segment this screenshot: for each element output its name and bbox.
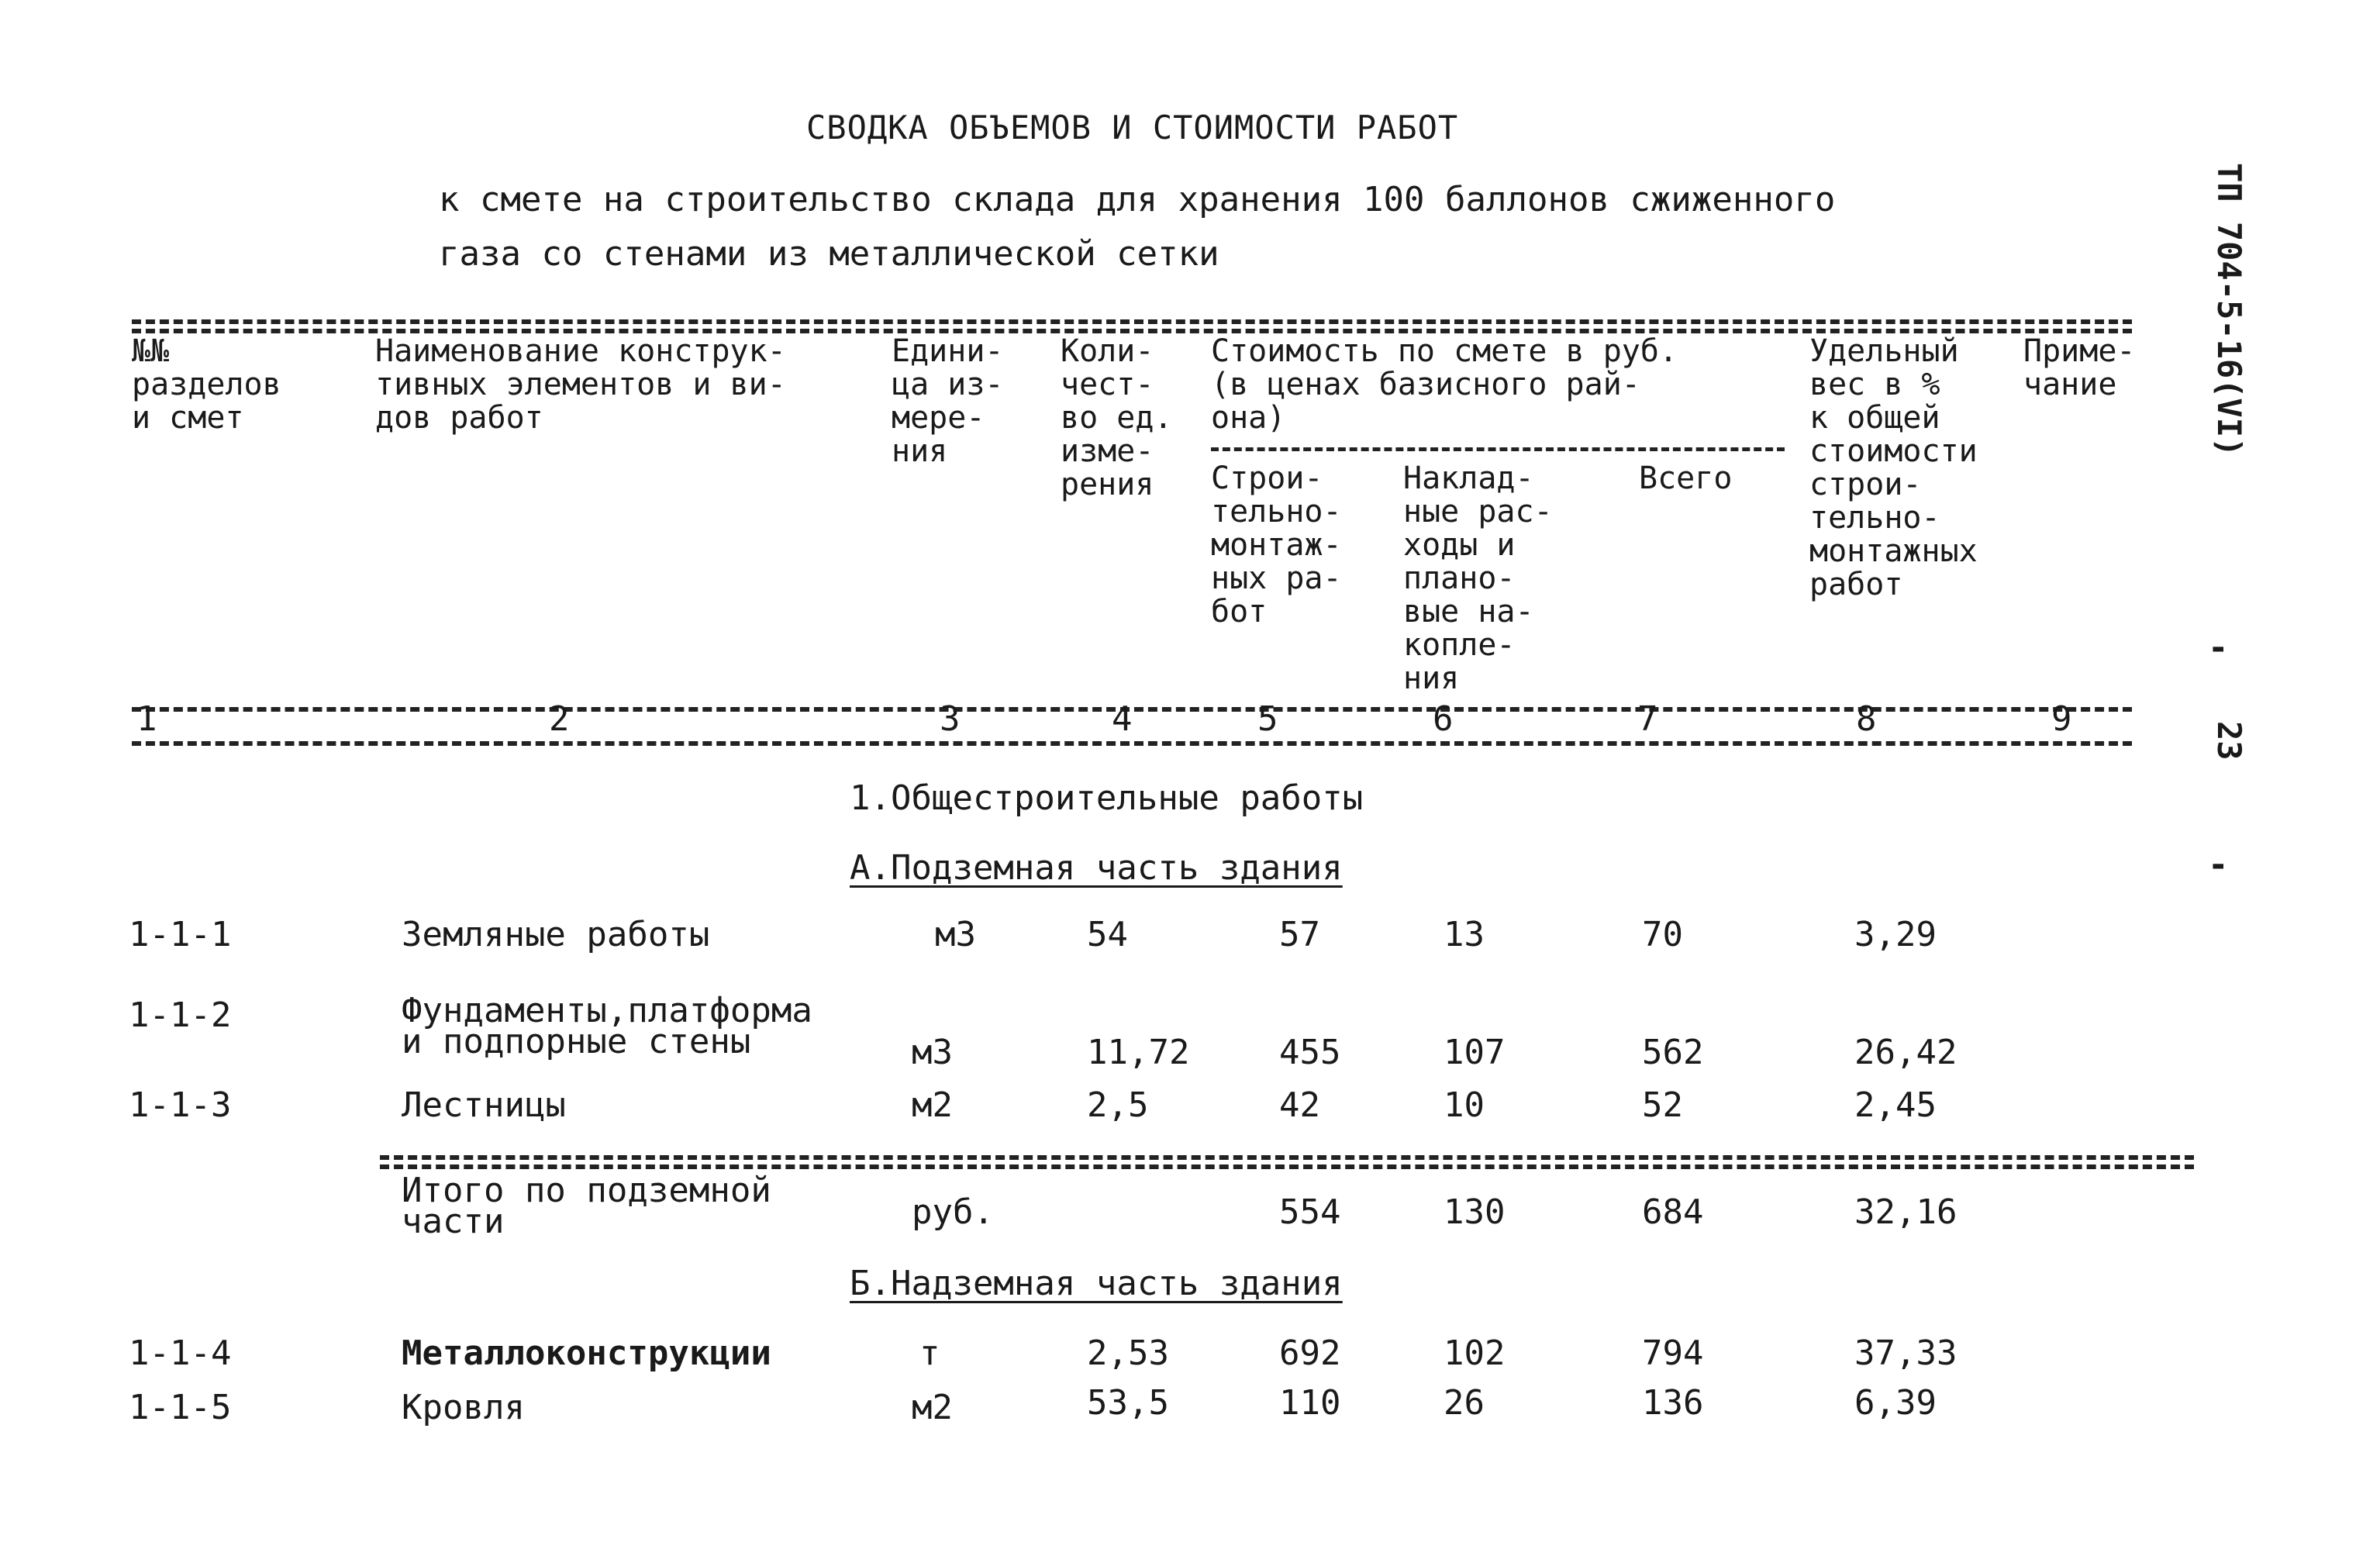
- header-rule-top: [132, 319, 2132, 324]
- side-document-code: ТП 704-5-16(VI): [2210, 163, 2248, 457]
- page-number: 23: [2210, 721, 2248, 761]
- row-total: 70: [1642, 915, 1683, 954]
- row-code: 1-1-2: [129, 995, 232, 1035]
- row-total: 794: [1642, 1333, 1704, 1373]
- row-unit: м3: [912, 1033, 953, 1072]
- row-construction-cost: 692: [1279, 1333, 1341, 1373]
- row-name: Металлоконструкции: [402, 1333, 771, 1373]
- row-code: 1-1-4: [129, 1333, 232, 1373]
- row-share: 37,33: [1854, 1333, 1957, 1373]
- header-share: Удельный вес в % к общей стоимости строи- тельно- монтажных работ: [1809, 333, 1978, 602]
- document-subtitle-line2: газа со стенами из металлической сетки: [439, 234, 1219, 274]
- row-unit: м3: [935, 915, 976, 954]
- subtotal-unit: руб.: [912, 1192, 994, 1232]
- header-element-name: Наименование конструк- тивных элементов и ви- дов работ: [375, 333, 786, 436]
- row-total: 136: [1642, 1383, 1704, 1423]
- row-code: 1-1-3: [129, 1085, 232, 1125]
- column-number: 5: [1257, 699, 1278, 739]
- column-number: 1: [136, 699, 157, 739]
- column-number: 4: [1112, 699, 1133, 739]
- row-total: 52: [1642, 1085, 1683, 1125]
- subsection-a-title: А.Подземная часть здания: [850, 848, 1343, 888]
- row-construction-cost: 455: [1279, 1033, 1341, 1072]
- row-overhead: 10: [1444, 1085, 1485, 1125]
- subtotal-rule-2: [380, 1164, 2194, 1169]
- row-share: 26,42: [1854, 1033, 1957, 1072]
- column-number: 7: [1637, 699, 1658, 739]
- header-total: Всего: [1639, 461, 1733, 496]
- subtotal-construction-cost: 554: [1279, 1192, 1341, 1232]
- row-overhead: 13: [1444, 915, 1485, 954]
- header-overhead: Наклад- ные рас- ходы и плано- вые на- копле- ния: [1403, 461, 1553, 696]
- side-dash-bottom: -: [2208, 845, 2229, 885]
- subtotal-share: 32,16: [1854, 1192, 1957, 1232]
- row-unit: м2: [912, 1388, 953, 1427]
- subtotal-overhead: 130: [1444, 1192, 1506, 1232]
- row-name: Фундаменты,платформа и подпорные стены: [402, 991, 812, 1061]
- column-number: 8: [1856, 699, 1877, 739]
- row-construction-cost: 57: [1279, 915, 1320, 954]
- header-section-number: №№ разделов и смет: [132, 333, 281, 436]
- row-quantity: 53,5: [1087, 1383, 1169, 1423]
- header-construction-cost: Строи- тельно- монтаж- ных ра- бот: [1211, 461, 1342, 630]
- column-number: 9: [2051, 699, 2072, 739]
- section-title: 1.Общестроительные работы: [850, 778, 1364, 818]
- row-name: Лестницы: [402, 1085, 566, 1125]
- column-numbers-rule-bottom: [132, 741, 2132, 746]
- row-name: Кровля: [402, 1388, 525, 1427]
- row-quantity: 54: [1087, 915, 1128, 954]
- row-name: Земляные работы: [402, 915, 710, 954]
- header-cost-group-rule: [1211, 447, 1785, 451]
- header-quantity: Коли- чест- во ед. изме- рения: [1061, 333, 1173, 502]
- row-code: 1-1-5: [129, 1388, 232, 1427]
- row-overhead: 102: [1444, 1333, 1506, 1373]
- row-code: 1-1-1: [129, 915, 232, 954]
- row-share: 3,29: [1854, 915, 1937, 954]
- row-unit: т: [919, 1333, 940, 1373]
- subtotal-total: 684: [1642, 1192, 1704, 1232]
- row-unit: м2: [912, 1085, 953, 1125]
- row-quantity: 2,53: [1087, 1333, 1169, 1373]
- row-share: 6,39: [1854, 1383, 1937, 1423]
- row-quantity: 2,5: [1087, 1085, 1149, 1125]
- column-number: 2: [549, 699, 570, 739]
- row-total: 562: [1642, 1033, 1704, 1072]
- row-construction-cost: 42: [1279, 1085, 1320, 1125]
- subtotal-rule: [380, 1155, 2194, 1160]
- document-subtitle-line1: к смете на строительство склада для хранения 100 баллонов сжиженного: [439, 180, 1836, 219]
- side-dash-top: -: [2208, 628, 2229, 668]
- row-overhead: 107: [1444, 1033, 1506, 1072]
- row-overhead: 26: [1444, 1383, 1485, 1423]
- subsection-b-title: Б.Надземная часть здания: [850, 1264, 1343, 1303]
- header-cost-group: Стоимость по смете в руб. (в ценах базисного рай- она): [1211, 333, 1678, 436]
- header-unit: Едини- ца из- мере- ния: [892, 333, 1004, 469]
- row-construction-cost: 110: [1279, 1383, 1341, 1423]
- subtotal-name: Итого по подземной части: [402, 1171, 771, 1241]
- header-note: Приме- чание: [2023, 333, 2136, 402]
- row-quantity: 11,72: [1087, 1033, 1190, 1072]
- column-number: 6: [1433, 699, 1454, 739]
- column-number: 3: [940, 699, 961, 739]
- row-share: 2,45: [1854, 1085, 1937, 1125]
- document-title: СВОДКА ОБЪЕМОВ И СТОИМОСТИ РАБОТ: [806, 109, 1459, 147]
